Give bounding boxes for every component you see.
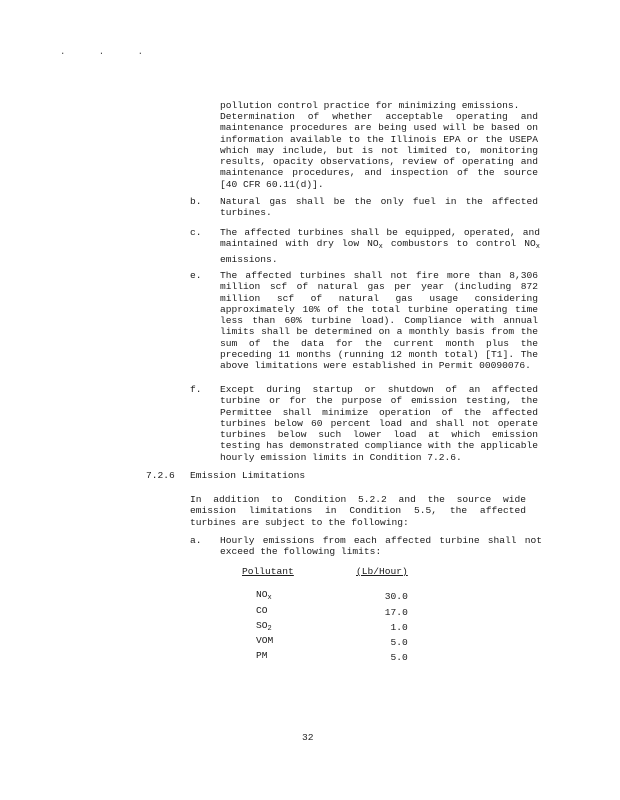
value-cell: 1.0	[390, 621, 408, 633]
item-c-text	[220, 227, 540, 265]
pollutant-name: CO	[256, 604, 268, 616]
pollutant-name: PM	[256, 650, 268, 662]
section-title: Emission Limitations	[190, 470, 306, 481]
pollutant-subscript: 2	[267, 624, 272, 633]
section-number: 7.2.6	[146, 470, 175, 481]
pollutant-cell	[242, 635, 356, 650]
header-pollutant: Pollutant	[242, 566, 294, 577]
page-number: 32	[302, 732, 314, 743]
table-row	[242, 589, 408, 604]
item-f-label: f.	[190, 384, 202, 395]
table-row	[242, 605, 408, 620]
table-row	[242, 635, 408, 650]
item-e-label: e.	[190, 270, 202, 281]
pollutant-name: NO	[256, 589, 268, 601]
item-e-text: The affected turbines shall not fire more than 8,306 million scf of natural gas per year (including 872 million scf of natural gas usage considering approximately 10% of the total turbine operating time less than 60% turbine load). Compliance with annual limits shall be determined on a monthly basis from the sum of the data for the current month plus the preceding 11 months (running 12 month total) [T1]. The above limitations were established in Permit 00090076.	[220, 270, 538, 372]
item-b-text: Natural gas shall be the only fuel in the affected turbines.	[220, 196, 538, 219]
pollutant-cell	[242, 650, 356, 665]
emission-limits-table	[242, 566, 408, 666]
continuation-paragraph: Determination of whether acceptable operating and maintenance procedures are being used will be based on information available to the Illinois EPA or the USEPA which may include, but is not limited to, monitoring results, opacity observations, review of operating and maintenance procedures, and inspection of the source [40 CFR 60.11(d)].	[220, 111, 538, 190]
item-c-text-part2: combustors to control NO	[382, 238, 536, 250]
item-b-label: b.	[190, 196, 202, 207]
table-row	[242, 650, 408, 665]
value-cell: 5.0	[390, 637, 408, 649]
section-intro: In addition to Condition 5.2.2 and the source wide emission limitations in Condition 5.5, the affected turbines are subject to the following:	[190, 494, 526, 528]
table-header-row	[242, 566, 408, 589]
pollutant-cell	[242, 620, 356, 635]
continuation-line1: pollution control practice for minimizing emissions.	[220, 100, 520, 111]
pollutant-subscript: x	[267, 594, 272, 603]
item-f-text: Except during startup or shutdown of an affected turbine or for the purpose of emission testing, the Permittee shall minimize operation of the affected turbines below 60 percent load and shall not operate turbines below such lower load at which emission testing has demonstrated compliance with the applicable hourly emission limits in Condition 7.2.6.	[220, 384, 538, 463]
pollutant-name: VOM	[256, 635, 274, 647]
item-c-text-part3: emissions.	[220, 253, 278, 265]
item-c-text-part1: The affected turbines shall be equipped, operated, and maintained with dry low NO	[220, 227, 540, 250]
value-cell: 5.0	[390, 652, 408, 664]
pollutant-cell	[242, 589, 356, 604]
table-row	[242, 620, 408, 635]
scan-specks: . . .	[60, 47, 158, 57]
pollutant-cell	[242, 605, 356, 620]
pollutant-name: SO	[256, 619, 268, 631]
value-cell: 30.0	[384, 591, 408, 603]
item-a-text: Hourly emissions from each affected turbine shall not exceed the following limits:	[220, 535, 542, 558]
nox-subscript: x	[535, 243, 540, 252]
value-cell: 17.0	[384, 606, 408, 618]
item-a-label: a.	[190, 535, 202, 546]
header-lb-hour: (Lb/Hour)	[356, 566, 408, 577]
item-c-label: c.	[190, 227, 202, 238]
nox-subscript: x	[378, 243, 383, 252]
